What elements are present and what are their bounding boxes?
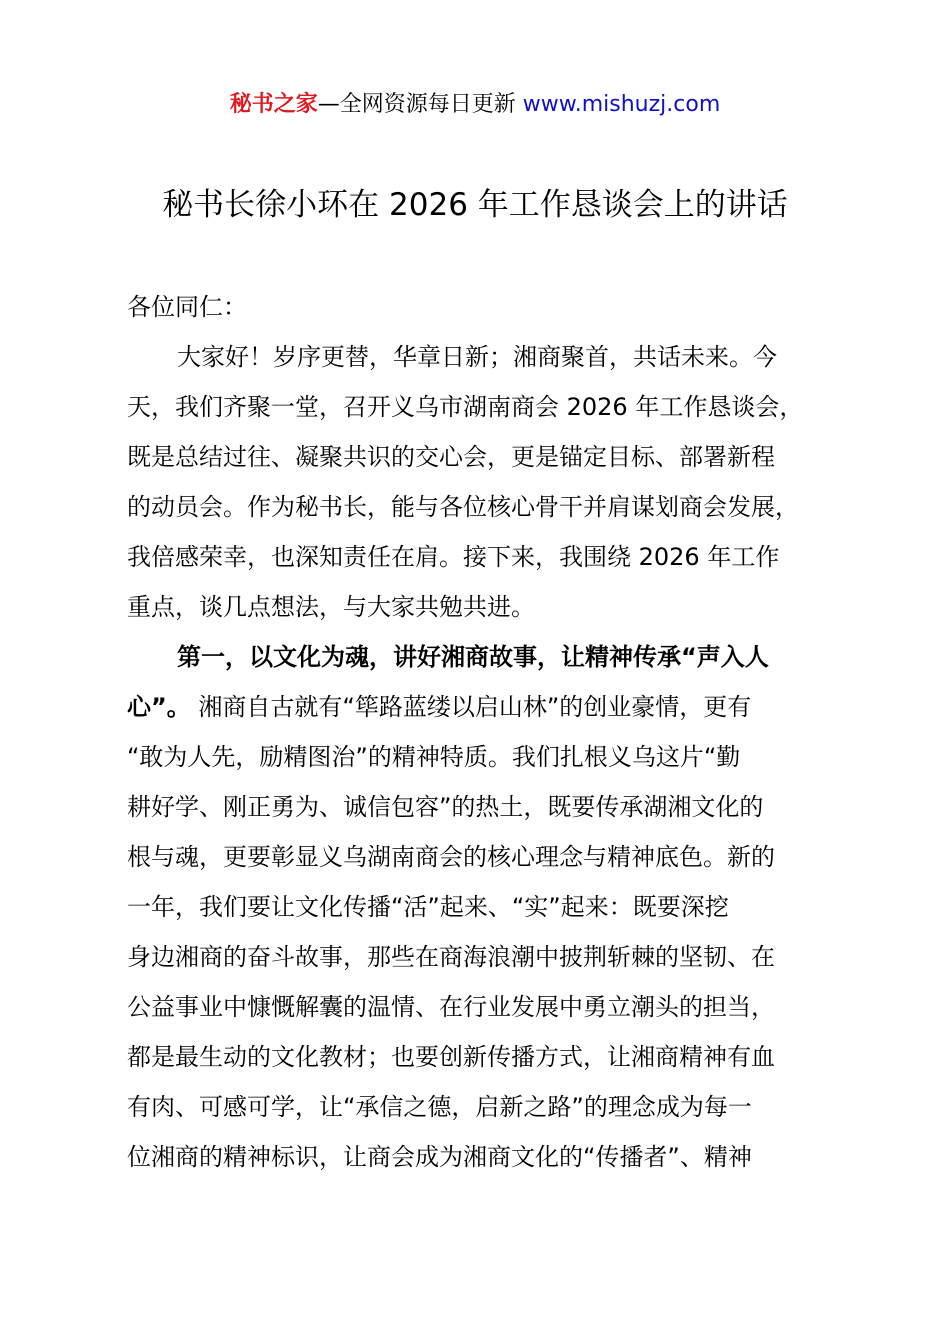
document-body bbox=[127, 282, 827, 1182]
paragraph-line: 的动员会。作为秘书长，能与各位核心骨干并肩谋划商会发展， bbox=[127, 493, 799, 521]
paragraph-line: 身边湘商的奋斗故事，那些在商海浪潮中披荆斩棘的坚韧、在 bbox=[127, 943, 775, 971]
paragraph-line: 一年，我们要让文化传播“活”起来、“实”起来：既要深挖 bbox=[127, 893, 729, 921]
paragraph-line: 大家好！岁序更替，华章日新；湘商聚首，共话未来。今 bbox=[177, 343, 777, 371]
paragraph-line: 重点，谈几点想法，与大家共勉共进。 bbox=[127, 593, 535, 621]
paragraph-line: 根与魂，更要彰显义乌湖南商会的核心理念与精神底色。新的 bbox=[127, 843, 775, 871]
paragraph-line: 有肉、可感可学，让“承信之德，启新之路”的理念成为每一 bbox=[127, 1093, 752, 1121]
paragraph-line: 位湘商的精神标识，让商会成为湘商文化的“传播者”、精神 bbox=[127, 1143, 752, 1171]
section-heading-end: 心”。 bbox=[127, 693, 191, 721]
paragraph-line: 公益事业中慷慨解囊的温情、在行业发展中勇立潮头的担当， bbox=[127, 993, 775, 1021]
paragraph-line: “敢为人先，励精图治”的精神特质。我们扎根义乌这片“勤 bbox=[127, 743, 741, 771]
salutation: 各位同仁： bbox=[127, 293, 247, 321]
header-slogan: —全网资源每日更新 bbox=[317, 92, 523, 117]
paragraph-line bbox=[127, 682, 827, 732]
paragraph-line: 既是总结过往、凝聚共识的交心会，更是锚定目标、部署新程 bbox=[127, 443, 775, 471]
brand-name: 秘书之家 bbox=[229, 92, 318, 117]
paragraph-line: 我倍感荣幸，也深知责任在肩。接下来，我围绕 2026 年工作 bbox=[127, 543, 780, 571]
paragraph-line: 都是最生动的文化教材；也要创新传播方式，让湘商精神有血 bbox=[127, 1043, 775, 1071]
site-url-link[interactable]: www.mishuzj.com bbox=[522, 92, 721, 117]
paragraph-line: 耕好学、刚正勇为、诚信包容”的热土，既要传承湖湘文化的 bbox=[127, 793, 764, 821]
paragraph-line: 天，我们齐聚一堂，召开义乌市湖南商会 2026 年工作恳谈会， bbox=[127, 393, 804, 421]
paragraph-text: 湘商自古就有“筚路蓝缕以启山林”的创业豪情，更有 bbox=[190, 693, 752, 721]
site-header bbox=[0, 89, 950, 121]
document-title: 秘书长徐小环在 2026 年工作恳谈会上的讲话 bbox=[162, 187, 788, 223]
section-heading-line: 第一，以文化为魂，讲好湘商故事，让精神传承“声入人 bbox=[177, 643, 769, 671]
